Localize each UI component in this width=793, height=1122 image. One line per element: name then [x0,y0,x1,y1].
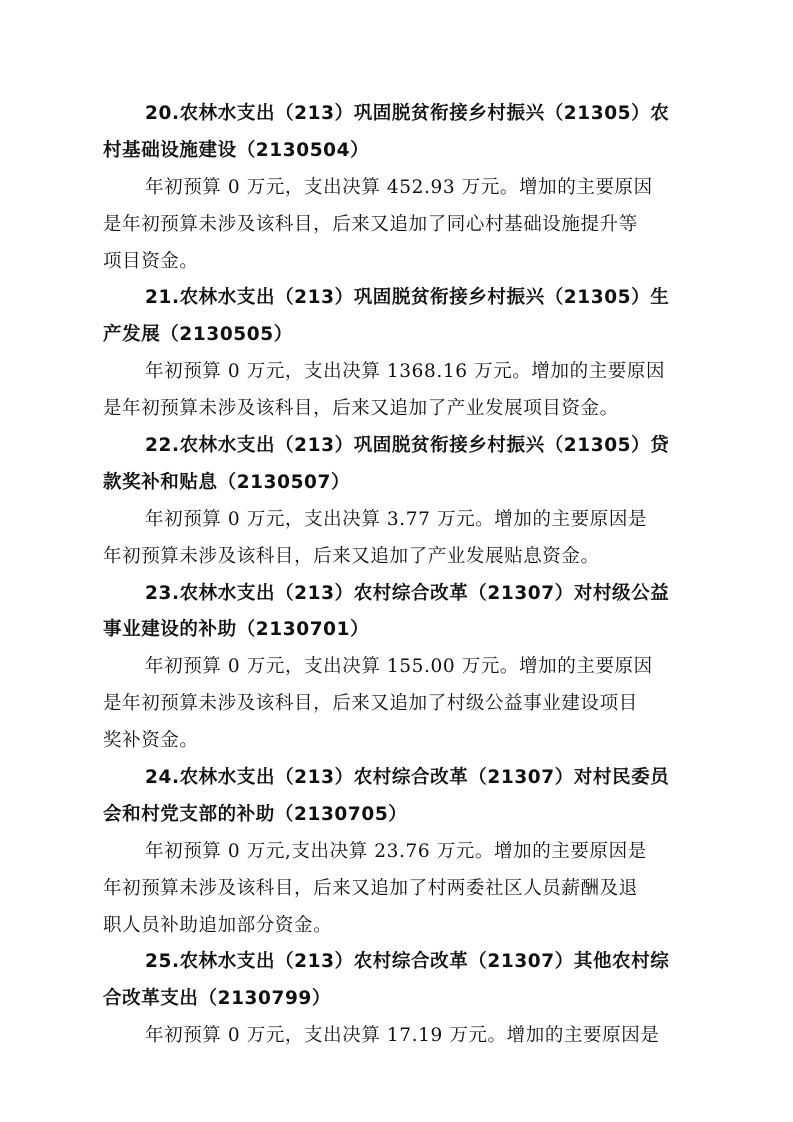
section-21-heading-line-1: 21.农林水支出（213）巩固脱贫衔接乡村振兴（21305）生 [145,287,670,309]
section-20-heading-line-2: 村基础设施建设（2130504） [103,139,370,161]
section-25-heading-line-2: 合改革支出（2130799） [103,988,332,1010]
section-24-heading-line-2: 会和村党支部的补助（2130705） [103,803,408,825]
section-22-heading-line-1: 22.农林水支出（213）巩固脱贫衔接乡村振兴（21305）贷 [145,435,670,457]
section-20-body-line-2: 是年初预算未涉及该科目，后来又追加了同心村基础设施提升等 [103,213,638,235]
section-21-body-line-1: 年初预算 0 万元，支出决算 1368.16 万元。增加的主要原因 [145,361,666,383]
section-20-body-line-3: 项目资金。 [103,250,199,272]
section-23-heading-line-2: 事业建设的补助（2130701） [103,619,370,641]
section-24-body-line-2: 年初预算未涉及该科目，后来又追加了村两委社区人员薪酬及退 [103,877,638,899]
section-25-body-line-1: 年初预算 0 万元，支出决算 17.19 万元。增加的主要原因是 [145,1025,660,1047]
section-20-heading-line-1: 20.农林水支出（213）巩固脱贫衔接乡村振兴（21305）农 [145,103,670,124]
section-20-body-line-1: 年初预算 0 万元，支出决算 452.93 万元。增加的主要原因 [145,176,653,198]
section-22-body-line-2: 年初预算未涉及该科目，后来又追加了产业发展贴息资金。 [103,545,600,567]
section-23-body-line-3: 奖补资金。 [103,730,199,752]
section-22-body-line-1: 年初预算 0 万元，支出决算 3.77 万元。增加的主要原因是 [145,508,648,530]
section-24-heading-line-1: 24.农林水支出（213）农村综合改革（21307）对村民委员 [145,767,670,789]
section-23-body-line-1: 年初预算 0 万元，支出决算 155.00 万元。增加的主要原因 [145,656,653,678]
section-25-heading-line-1: 25.农林水支出（213）农村综合改革（21307）其他农村综 [145,951,670,973]
section-24-body-line-1: 年初预算 0 万元,支出决算 23.76 万元。增加的主要原因是 [145,840,647,862]
section-21-heading-line-2: 产发展（2130505） [103,324,293,346]
section-21-body-line-2: 是年初预算未涉及该科目，后来又追加了产业发展项目资金。 [103,398,619,420]
section-23-heading-line-1: 23.农林水支出（213）农村综合改革（21307）对村级公益 [145,582,670,604]
section-23-body-line-2: 是年初预算未涉及该科目，后来又追加了村级公益事业建设项目 [103,693,638,715]
section-22-heading-line-2: 款奖补和贴息（2130507） [103,471,351,493]
document-page [0,96,793,1055]
section-24-body-line-3: 职人员补助追加部分资金。 [103,914,333,936]
